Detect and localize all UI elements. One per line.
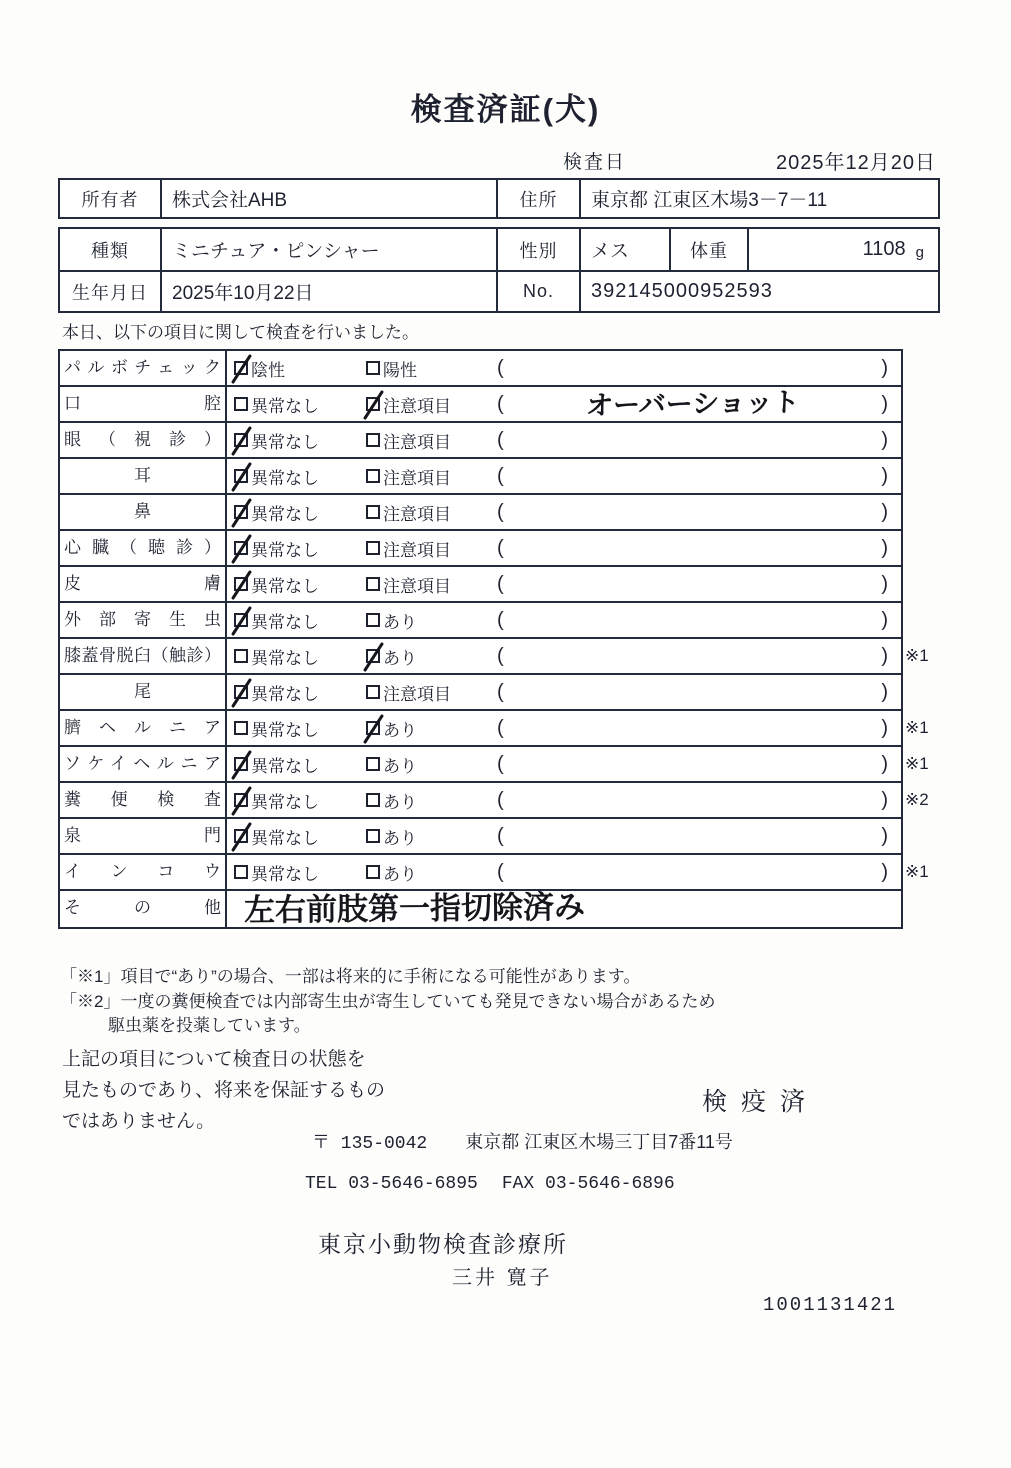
paren-open: ( — [497, 644, 504, 667]
option-label: 注意項目 — [383, 432, 451, 452]
option-label: 異常なし — [251, 864, 319, 884]
paren-close: ) — [881, 428, 888, 451]
checkbox-normal — [234, 721, 248, 735]
checklist-row — [60, 675, 901, 711]
item-label: 臍ヘルニア — [60, 711, 227, 745]
row-content — [227, 891, 901, 927]
footnote-mark: ※1 — [905, 646, 929, 665]
paren-close: ) — [881, 716, 888, 739]
checklist-row — [60, 711, 929, 747]
checkbox-normal — [234, 469, 248, 483]
checkbox-normal — [234, 829, 248, 843]
paren-close: ) — [881, 860, 888, 883]
row-content — [227, 459, 901, 493]
checkbox-normal — [234, 793, 248, 807]
item-label: 泉門 — [60, 819, 227, 853]
species-label: 種類 — [91, 240, 129, 261]
microchip-number: 392145000952593 — [579, 272, 938, 311]
checkbox-present — [366, 649, 380, 663]
checkbox-attention — [366, 397, 380, 411]
handwritten-note — [504, 869, 882, 876]
owner-label: 所有者 — [81, 189, 139, 210]
paren-close: ) — [881, 392, 888, 415]
item-label: 心臓（聴診） — [60, 531, 227, 565]
paren-open: ( — [497, 716, 504, 739]
pet-table — [58, 227, 940, 313]
item-label: その他 — [60, 891, 227, 927]
paren-open: ( — [497, 824, 504, 847]
handwritten-note: オーバーショット — [585, 387, 800, 421]
option-label: 異常なし — [251, 396, 319, 416]
address-label: 住所 — [496, 180, 579, 217]
option-label: 異常なし — [251, 756, 319, 776]
clinic-name: 東京小動物検査診療所 — [318, 1231, 568, 1257]
option-label: 注意項目 — [383, 576, 451, 596]
paren-open: ( — [497, 608, 504, 631]
handwritten-note — [504, 833, 882, 840]
item-label: インコウ — [60, 855, 227, 889]
checklist-row — [60, 567, 901, 603]
checkbox-present — [366, 829, 380, 843]
item-label: 耳 — [60, 459, 227, 493]
handwritten-note — [504, 761, 882, 768]
handwritten-note — [504, 581, 882, 588]
paren-open: ( — [497, 860, 504, 883]
row-content — [227, 747, 901, 781]
checkbox-normal — [234, 757, 248, 771]
checkbox-normal — [234, 397, 248, 411]
checkbox-normal — [234, 541, 248, 555]
option-label: あり — [383, 864, 417, 884]
weight-value: 1108 — [862, 238, 906, 260]
paren-open: ( — [497, 428, 504, 451]
paren-open: ( — [497, 536, 504, 559]
exam-date-value: 2025年12月20日 — [776, 152, 936, 174]
checkbox-normal — [234, 865, 248, 879]
option-label: 異常なし — [251, 612, 319, 632]
paren-close: ) — [881, 572, 888, 595]
postal-code: 〒 135-0042 — [312, 1134, 428, 1154]
footnote-mark: ※1 — [905, 754, 929, 773]
option-label: 異常なし — [251, 504, 319, 524]
paren-open: ( — [497, 392, 504, 415]
checklist-row — [60, 783, 929, 819]
option-label: 注意項目 — [383, 504, 451, 524]
item-label: 糞便検査 — [60, 783, 227, 817]
paren-close: ) — [881, 500, 888, 523]
footnote-mark: ※1 — [905, 862, 929, 881]
footnote-2: 「※2」一度の糞便検査では内部寄生虫が寄生していても発見できない場合があるため — [60, 992, 716, 1011]
disclaimer-line: 上記の項目について検査日の状態を — [62, 1049, 366, 1070]
checklist-row — [60, 423, 901, 459]
option-label: 異常なし — [251, 468, 319, 488]
checklist-row — [60, 747, 929, 783]
option-label: 異常なし — [251, 432, 319, 452]
option-label: あり — [383, 612, 417, 632]
row-content — [227, 387, 901, 421]
footnote-2-continued: 駆虫薬を投薬しています。 — [108, 1016, 311, 1035]
option-label: 異常なし — [251, 828, 319, 848]
checkbox-present — [366, 721, 380, 735]
item-label: 皮膚 — [60, 567, 227, 601]
checkbox-normal — [234, 505, 248, 519]
paren-close: ) — [881, 644, 888, 667]
paren-close: ) — [881, 824, 888, 847]
item-label: 膝蓋骨脱臼（触診） — [60, 639, 227, 673]
option-label: 陽性 — [383, 360, 417, 380]
weight-unit: g — [915, 244, 924, 261]
no-label: No. — [496, 272, 579, 311]
checkbox-attention — [366, 685, 380, 699]
row-content — [227, 639, 901, 673]
checkbox-attention — [366, 433, 380, 447]
pet-row-2 — [60, 270, 938, 311]
row-content — [227, 855, 901, 889]
exam-date-label: 検査日 — [563, 152, 627, 173]
option-label: 注意項目 — [383, 468, 451, 488]
paren-open: ( — [497, 572, 504, 595]
clinic-fax: FAX 03-5646-6896 — [501, 1174, 675, 1194]
option-label: あり — [383, 828, 417, 848]
weight-cell — [747, 229, 938, 270]
row-content — [227, 531, 901, 565]
handwritten-note — [504, 437, 882, 444]
checkbox-present — [366, 793, 380, 807]
option-label: 異常なし — [251, 792, 319, 812]
checklist-row — [60, 639, 929, 675]
checklist-table — [58, 349, 929, 929]
intro-text: 本日、以下の項目に関して検査を行いました。 — [62, 323, 419, 342]
checklist-row-other — [60, 891, 901, 927]
option-label: 陰性 — [251, 360, 285, 380]
checklist-row — [60, 531, 901, 567]
row-content — [227, 567, 901, 601]
checkbox-normal — [234, 613, 248, 627]
checkbox-positive — [366, 361, 380, 375]
clinic-address-line — [312, 1128, 733, 1154]
option-label: あり — [383, 756, 417, 776]
owner-table — [58, 178, 940, 219]
clinic-tel: TEL 03-5646-6895 — [305, 1174, 478, 1194]
option-label: 注意項目 — [383, 540, 451, 560]
option-label: 異常なし — [251, 540, 319, 560]
item-label: ソケイヘルニア — [60, 747, 227, 781]
handwritten-note — [504, 797, 882, 804]
checklist-row — [60, 351, 901, 387]
item-label: 尾 — [60, 675, 227, 709]
weight-label: 体重 — [669, 229, 747, 270]
checkbox-negative — [234, 361, 248, 375]
paren-close: ) — [881, 608, 888, 631]
sex-value: メス — [579, 229, 669, 270]
footnote-mark: ※1 — [905, 718, 929, 737]
handwritten-note — [504, 545, 882, 552]
item-label: 外部寄生虫 — [60, 603, 227, 637]
row-content — [227, 711, 901, 745]
row-content — [227, 603, 901, 637]
checklist-row — [60, 495, 901, 531]
option-label: 異常なし — [251, 648, 319, 668]
paren-open: ( — [497, 752, 504, 775]
checkbox-present — [366, 757, 380, 771]
row-content — [227, 351, 901, 385]
handwritten-note — [504, 617, 882, 624]
owner-name: 株式会社AHB — [160, 180, 496, 217]
paren-close: ) — [881, 536, 888, 559]
paren-open: ( — [497, 500, 504, 523]
paren-open: ( — [497, 356, 504, 379]
birth-value: 2025年10月22日 — [160, 272, 496, 311]
item-label: パルボチェック — [60, 351, 227, 385]
handwritten-note — [504, 725, 882, 732]
disclaimer-text — [62, 1044, 385, 1137]
option-label: あり — [383, 720, 417, 740]
paren-open: ( — [497, 680, 504, 703]
birth-label: 生年月日 — [72, 282, 148, 303]
row-content — [227, 423, 901, 457]
option-label: 注意項目 — [383, 684, 451, 704]
option-label: あり — [383, 648, 417, 668]
clinic-contact-line — [305, 1174, 675, 1194]
sex-label: 性別 — [496, 229, 579, 270]
option-label: 異常なし — [251, 576, 319, 596]
checklist-row — [60, 387, 901, 423]
checkbox-present — [366, 613, 380, 627]
serial-number: 1001131421 — [763, 1294, 898, 1316]
examiner-name: 三井 寛子 — [452, 1267, 553, 1289]
option-label: 異常なし — [251, 720, 319, 740]
handwritten-note — [504, 473, 882, 480]
item-label: 鼻 — [60, 495, 227, 529]
checkbox-normal — [234, 649, 248, 663]
disclaimer-line: 見たものであり、将来を保証するもの — [62, 1080, 386, 1101]
paren-close: ) — [881, 356, 888, 379]
quarantine-stamp: 検疫済 — [702, 1088, 820, 1116]
address-value: 東京都 江東区木場3－7－11 — [579, 180, 938, 217]
checkbox-normal — [234, 577, 248, 591]
checkbox-attention — [366, 505, 380, 519]
disclaimer-line: ではありません。 — [62, 1111, 216, 1132]
footnote-1: 「※1」項目で“あり”の場合、一部は将来的に手術になる可能性があります。 — [60, 967, 641, 986]
paren-open: ( — [497, 788, 504, 811]
option-label: 注意項目 — [383, 396, 451, 416]
paren-close: ) — [881, 680, 888, 703]
paren-close: ) — [881, 752, 888, 775]
checklist-row — [60, 603, 901, 639]
handwritten-note — [504, 653, 882, 660]
checkbox-present — [366, 865, 380, 879]
paren-close: ) — [881, 464, 888, 487]
item-label: 眼（視診） — [60, 423, 227, 457]
checklist-row — [60, 459, 901, 495]
checklist-row — [60, 819, 901, 855]
checkbox-attention — [366, 469, 380, 483]
checklist-row — [60, 855, 929, 891]
handwritten-other-note: 左右前肢第一指切除済み — [243, 889, 586, 928]
clinic-address: 東京都 江東区木場三丁目7番11号 — [465, 1132, 733, 1152]
handwritten-note — [504, 365, 882, 372]
paren-open: ( — [497, 464, 504, 487]
paren-close: ) — [881, 788, 888, 811]
item-label: 口腔 — [60, 387, 227, 421]
footnote-mark: ※2 — [905, 790, 929, 809]
checkbox-attention — [366, 541, 380, 555]
species-value: ミニチュア・ピンシャー — [160, 229, 496, 270]
page-title: 検査済証(犬) — [410, 92, 601, 127]
option-label: 異常なし — [251, 684, 319, 704]
row-content — [227, 495, 901, 529]
option-label: あり — [383, 792, 417, 812]
handwritten-note — [504, 689, 882, 696]
checkbox-normal — [234, 685, 248, 699]
row-content — [227, 675, 901, 709]
row-content — [227, 783, 901, 817]
handwritten-note — [504, 509, 882, 516]
pet-row-1 — [60, 229, 938, 270]
checkbox-attention — [366, 577, 380, 591]
checkbox-normal — [234, 433, 248, 447]
row-content — [227, 819, 901, 853]
